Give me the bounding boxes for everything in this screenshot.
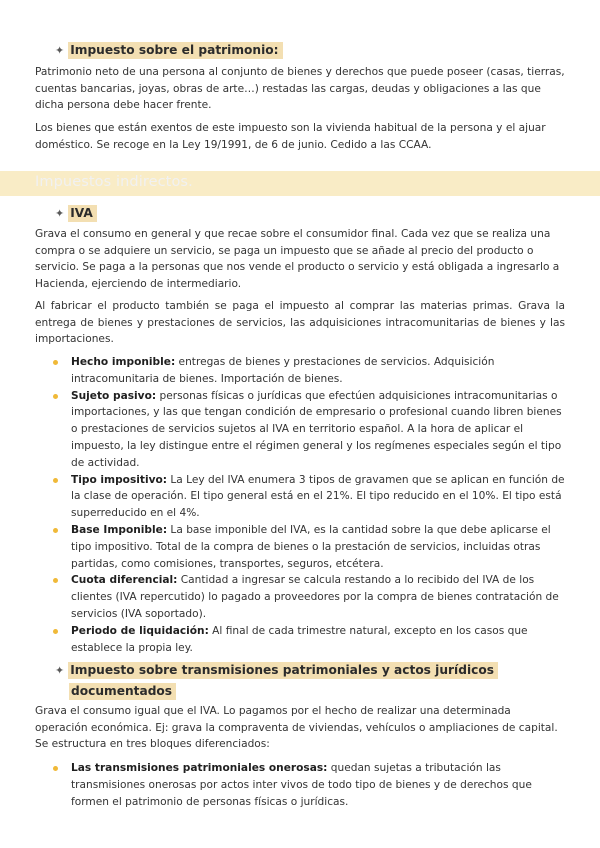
section-title-indirectos: Impuestos indirectos. <box>35 174 193 190</box>
list-item <box>35 522 565 572</box>
list-item-text: personas físicas o jurídicas que efectúen adquisiciones intracomunitarias o importaciones, y las que tengan condición de empresario o profesional cuando libren bienes o prestaciones de servicios sujetos al IVA en territorio español. A la hora de aplicar el impuesto, la ley distingue entre el régimen general y los regímenes especiales según el tipo de actividad. <box>71 389 562 469</box>
patrimonio-paragraph-1: Patrimonio neto de una persona al conjunto de bienes y derechos que puede poseer (casas, tierras, cuentas bancarias, joyas, obras de arte…) restadas las cargas, deudas y obligaciones a las que dicha persona debe hacer frente. <box>35 66 565 111</box>
list-item-label: Tipo impositivo: <box>71 473 167 486</box>
list-item-label: Base Imponible: <box>71 523 168 536</box>
arrow-bullet-icon: ✦ <box>55 207 65 220</box>
transmisiones-paragraph-1: Grava el consumo igual que el IVA. Lo pagamos por el hecho de realizar una determinada operación económica. Ej: grava la compraventa de viviendas, vehículos o ampliaciones de capital. Se estructura en tres bloques diferenciados: <box>35 705 558 750</box>
transmisiones-bullet-list <box>35 760 565 810</box>
patrimonio-heading <box>55 43 283 57</box>
list-item-label: Sujeto pasivo: <box>71 389 157 402</box>
bullet-dot-icon <box>53 394 58 399</box>
list-item-label: Cuota diferencial: <box>71 574 178 587</box>
transmisiones-heading-line1: Impuesto sobre transmisiones patrimoniales y actos jurídicos <box>68 662 498 679</box>
transmisiones-heading-line2: documentados <box>69 683 176 700</box>
bullet-dot-icon <box>53 478 58 483</box>
iva-bullet-list <box>35 354 565 656</box>
iva-heading-text: IVA <box>68 205 97 222</box>
list-item-text: quedan sujetas a tributación las transmisiones onerosas por actos inter vivos de todo tipo de bienes y de derechos que formen el patrimonio de personas físicas o jurídicas. <box>71 762 532 808</box>
list-item-label: Las transmisiones patrimoniales onerosas: <box>71 762 328 774</box>
list-item-text: La Ley del IVA enumera 3 tipos de gravamen que se aplican en función de la clase de operación. El tipo general está en el 21%. El tipo reducido en el 10%. El tipo está superreducido en el 4%. <box>71 473 565 520</box>
list-item-text: Al final de cada trimestre natural, excepto en los casos que establece la propia ley. <box>71 624 528 654</box>
list-item <box>35 354 565 388</box>
bullet-dot-icon <box>53 578 58 583</box>
list-item <box>35 572 565 622</box>
iva-heading <box>55 206 97 220</box>
arrow-bullet-icon: ✦ <box>55 664 65 677</box>
list-item-label: Hecho imponible: <box>71 356 176 368</box>
list-item <box>35 623 565 657</box>
bullet-dot-icon <box>53 528 58 533</box>
list-item <box>35 760 565 810</box>
patrimonio-paragraph-2: Los bienes que están exentos de este impuesto son la vivienda habitual de la persona y el ajuar doméstico. Se recoge en la Ley 19/1991, de 6 de junio. Cedido a las CCAA. <box>35 122 546 151</box>
transmisiones-heading <box>55 660 535 702</box>
bullet-dot-icon <box>53 360 58 365</box>
list-item <box>35 388 565 472</box>
bullet-dot-icon <box>53 766 58 771</box>
list-item-text: Cantidad a ingresar se calcula restando a lo recibido del IVA de los clientes (IVA repercutido) lo pagado a proveedores por la compra de bienes contratación de servicios (IVA soportado). <box>71 574 559 620</box>
patrimonio-heading-text: Impuesto sobre el patrimonio: <box>68 42 282 59</box>
list-item-label: Periodo de liquidación: <box>71 624 209 637</box>
bullet-dot-icon <box>53 629 58 634</box>
iva-paragraph-2: Al fabricar el producto también se paga el impuesto al comprar las materias primas. Grava la entrega de bienes y prestaciones de servicios, las adquisiciones intracomunitarias de bienes y las importaciones. <box>35 300 565 345</box>
list-item-text: La base imponible del IVA, es la cantidad sobre la que debe aplicarse el tipo impositivo. Total de la compra de bienes o la prestación de servicios, incluidas otras partidas, como comisiones, transportes, seguros, etcétera. <box>71 523 551 570</box>
arrow-bullet-icon: ✦ <box>55 44 65 57</box>
list-item <box>35 472 565 522</box>
iva-paragraph-1: Grava el consumo en general y que recae sobre el consumidor final. Cada vez que se realiza una compra o se adquiere un servicio, se paga un impuesto que se añade al precio del producto o servicio. Se paga a la personas que nos vende el producto o servicio y está obligada a ingresarlo a Hacienda, ejerciendo de intermediario. <box>35 228 560 290</box>
list-item-text: entregas de bienes y prestaciones de servicios. Adquisición intracomunitaria de bienes. Importación de bienes. <box>71 356 495 385</box>
